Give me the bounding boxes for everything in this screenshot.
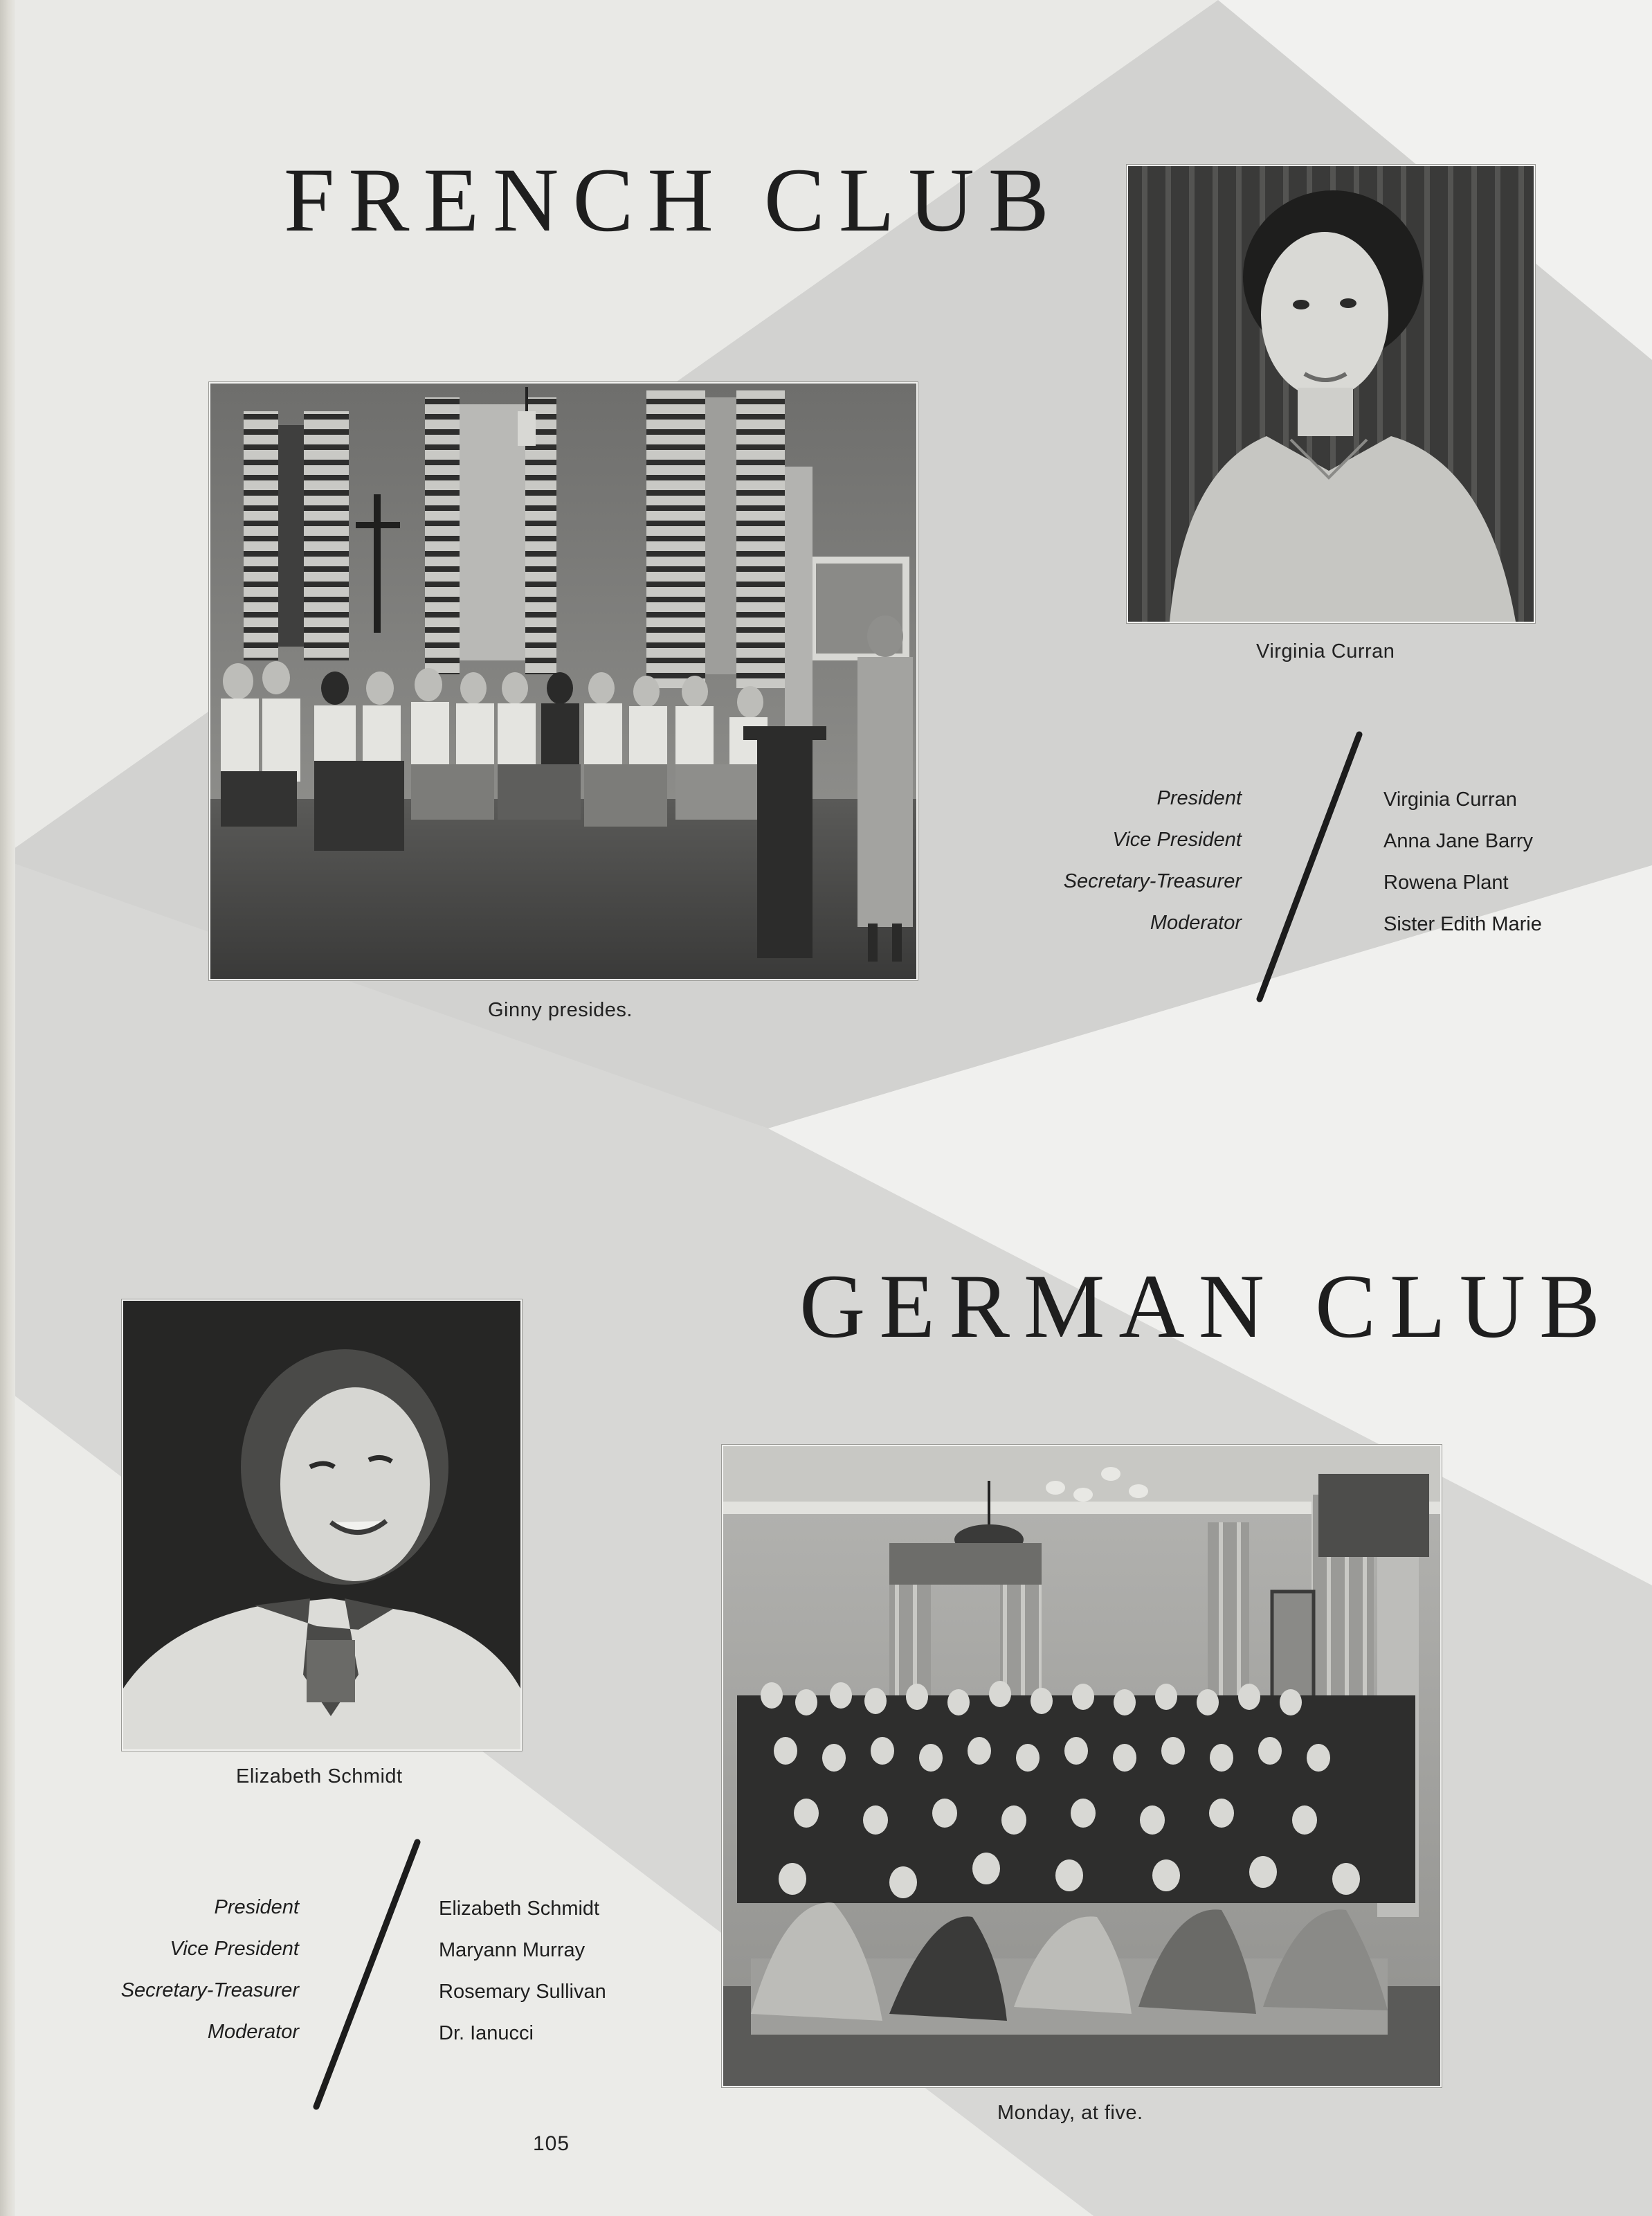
- officer-name: Rowena Plant: [1383, 872, 1509, 894]
- french-club-group-photo: [209, 382, 918, 980]
- german-club-title: GERMAN CLUB: [799, 1255, 1615, 1357]
- german-club-officer-names: [439, 1888, 606, 2054]
- french-club-officer-names: [1383, 779, 1542, 945]
- officer-role: Vice President: [170, 1938, 299, 1960]
- officer-name: Maryann Murray: [439, 1939, 586, 1961]
- german-club-photo-caption: Monday, at five.: [997, 2102, 1143, 2124]
- officer-role: Secretary-Treasurer: [120, 1979, 299, 2001]
- french-club-title: FRENCH CLUB: [284, 149, 1063, 251]
- french-club-officer-roles: [1064, 777, 1242, 944]
- officer-role: Moderator: [1150, 912, 1242, 934]
- officer-role: Moderator: [207, 2021, 299, 2043]
- virginia-curran-caption: Virginia Curran: [1256, 640, 1395, 663]
- officer-role: President: [1156, 787, 1242, 809]
- german-officers-divider: [308, 1838, 426, 2111]
- officer-role: Secretary-Treasurer: [1063, 870, 1242, 892]
- officer-name: Dr. Ianucci: [439, 2022, 534, 2044]
- officer-name: Anna Jane Barry: [1383, 830, 1534, 852]
- french-officers-divider: [1251, 730, 1369, 1004]
- page-binding-edge: [0, 0, 15, 2216]
- german-club-group-photo: [722, 1445, 1442, 2087]
- page-number: 105: [533, 2132, 570, 2155]
- officer-role: Vice President: [1112, 829, 1242, 851]
- officer-name: Sister Edith Marie: [1383, 913, 1542, 935]
- elizabeth-schmidt-portrait: [122, 1299, 522, 1751]
- virginia-curran-portrait: [1127, 165, 1535, 623]
- german-club-officer-roles: [121, 1886, 299, 2053]
- officer-name: Elizabeth Schmidt: [439, 1898, 600, 1920]
- officer-name: Virginia Curran: [1383, 789, 1517, 811]
- officer-name: Rosemary Sullivan: [439, 1981, 606, 2003]
- officer-role: President: [214, 1896, 299, 1918]
- elizabeth-schmidt-caption: Elizabeth Schmidt: [236, 1765, 403, 1787]
- french-club-photo-caption: Ginny presides.: [488, 999, 633, 1021]
